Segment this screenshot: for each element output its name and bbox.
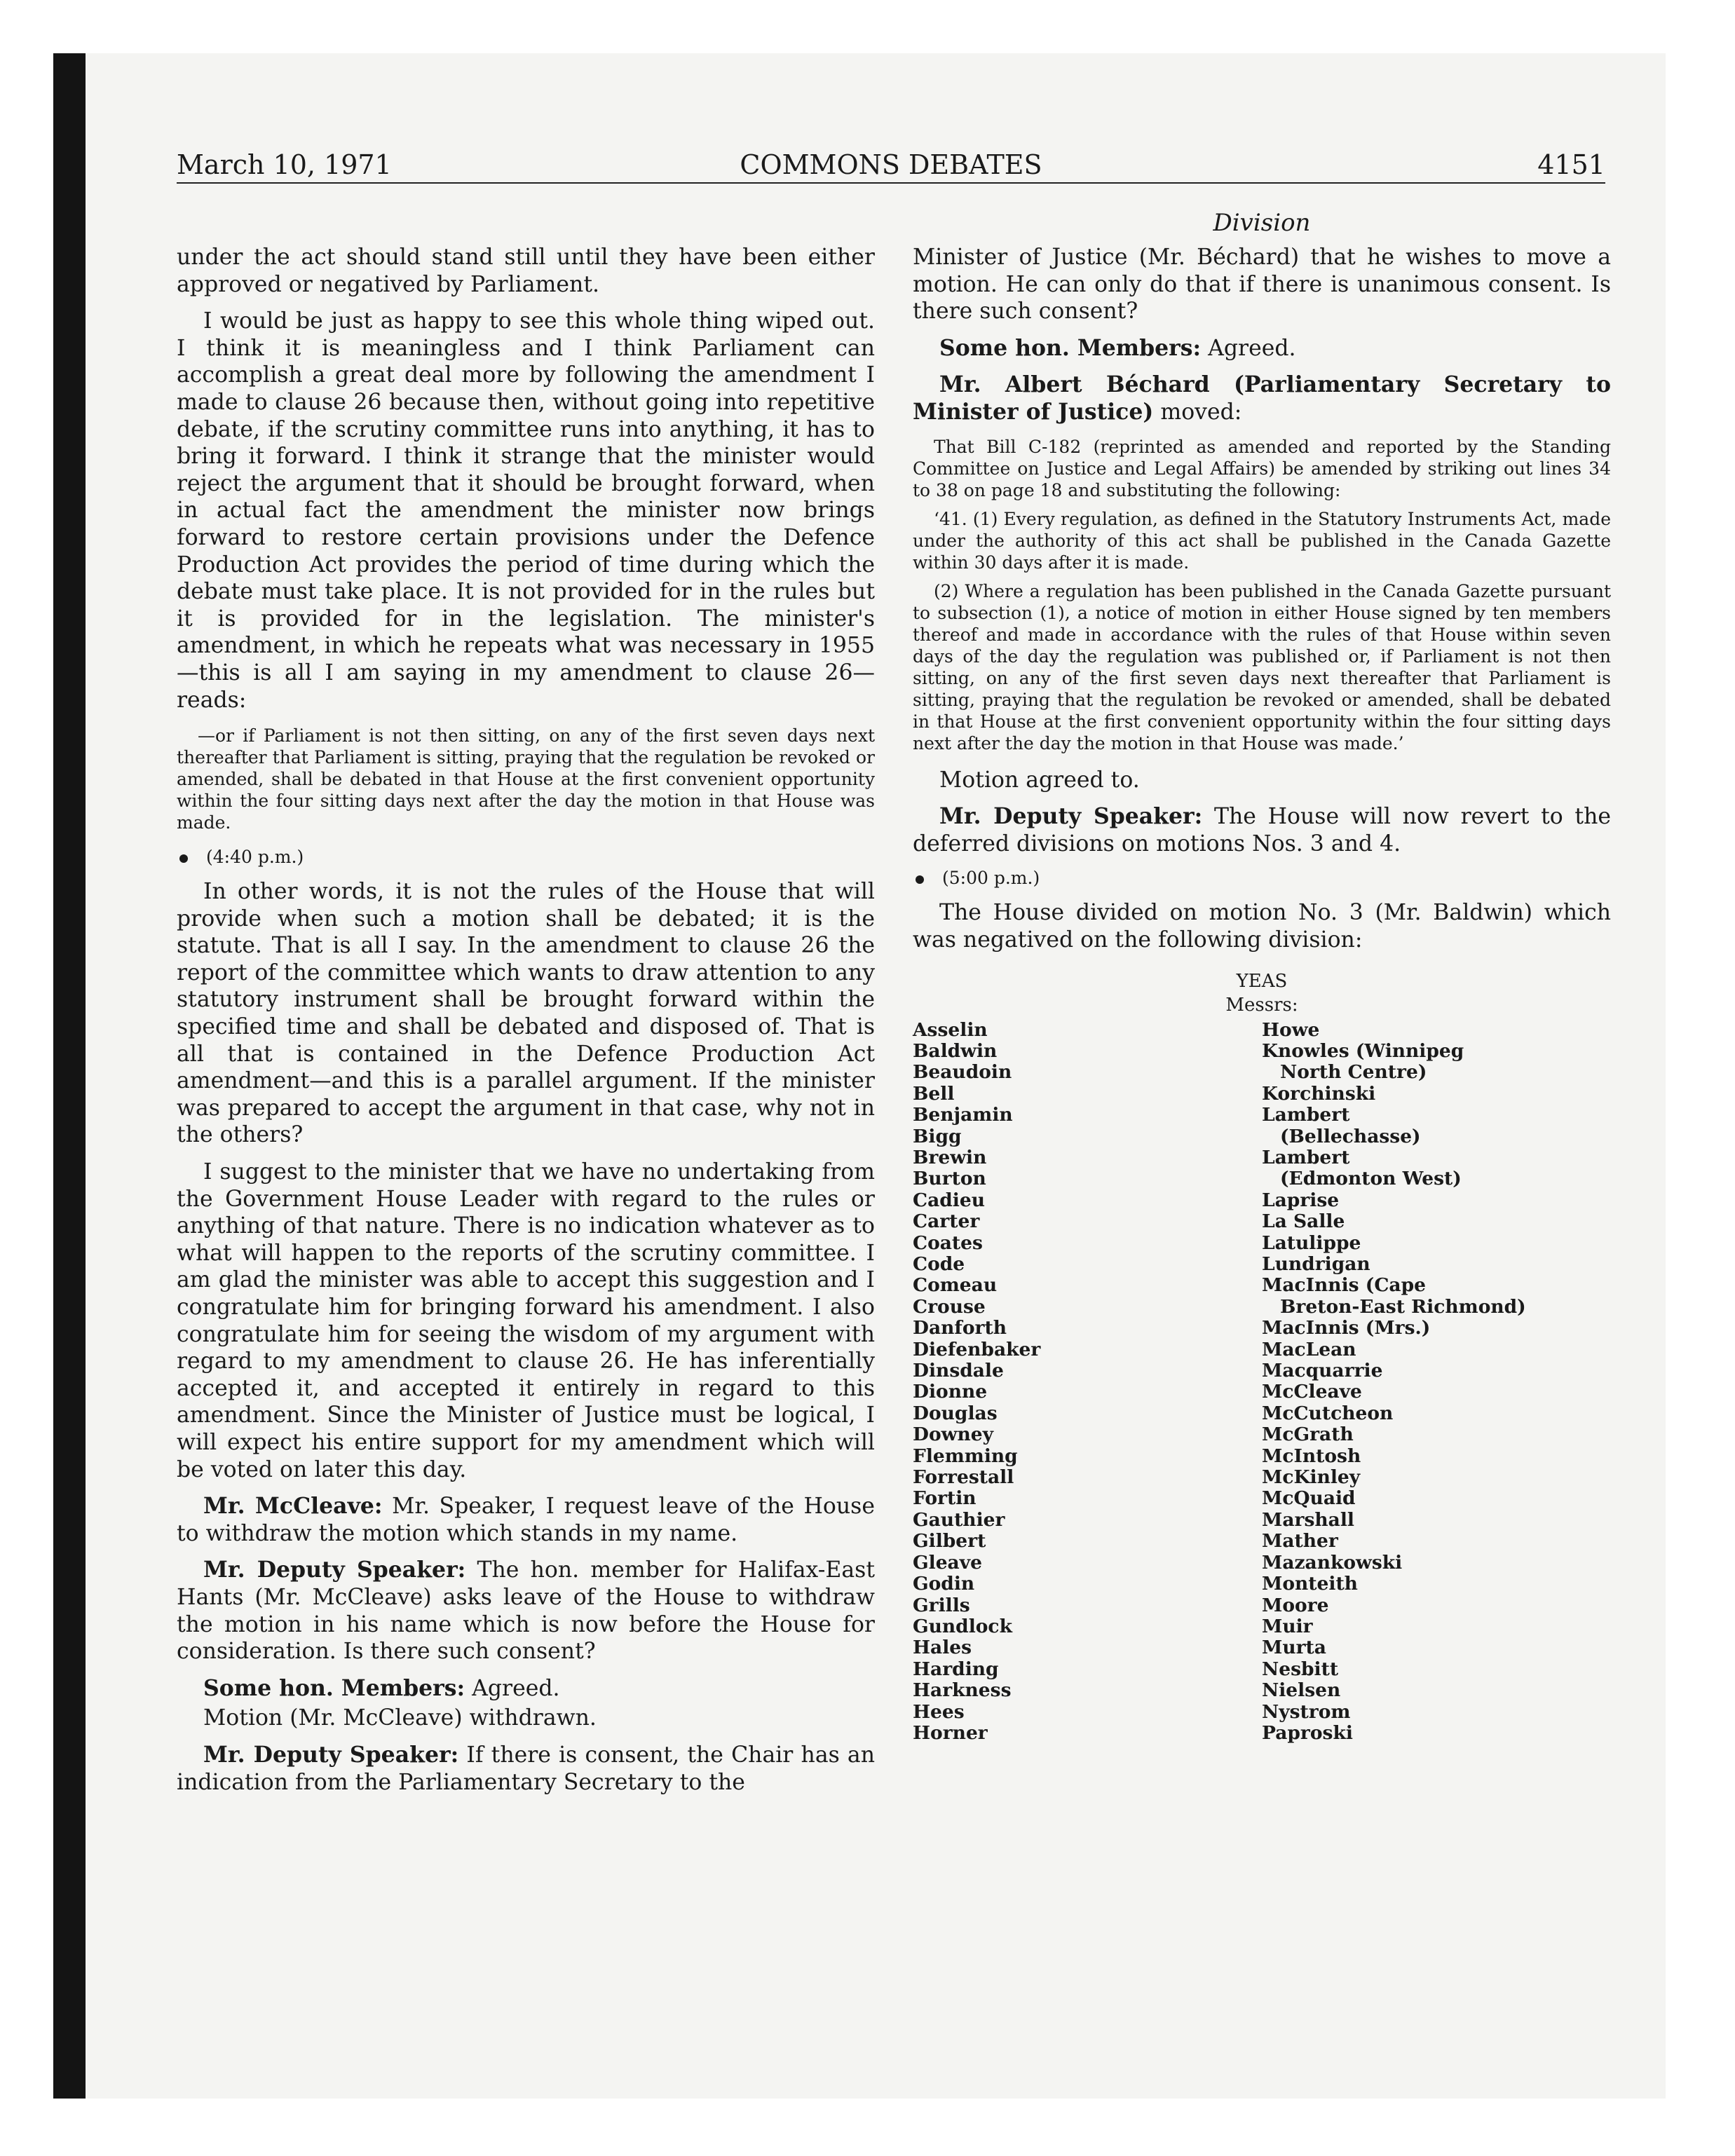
member-name: Lambert — [1262, 1104, 1350, 1126]
speech — [913, 335, 1611, 362]
member-name: Nesbitt — [1262, 1658, 1339, 1680]
member-name: Comeau — [913, 1274, 998, 1297]
member-name: McIntosh — [1262, 1445, 1361, 1467]
page-header — [177, 147, 1605, 184]
member-name: Dionne — [913, 1381, 988, 1403]
speech-text: Agreed. — [465, 1675, 560, 1701]
member-name: Brewin — [913, 1146, 987, 1168]
member-name: Murta — [1262, 1637, 1326, 1659]
member-name: McCleave — [1262, 1381, 1362, 1403]
speech-text: The hon. member for Halifax-East Hants (Mr. McCleave) asks leave of the House to withdraw the motion in his name which is now before the House for consideration. Is there such consent? — [177, 1557, 875, 1665]
right-column — [913, 244, 1611, 1744]
member-name: Beaudoin — [913, 1061, 1012, 1084]
member-name: Douglas — [913, 1402, 998, 1424]
member-name: Nystrom — [1262, 1700, 1351, 1723]
member-name: Marshall — [1262, 1508, 1354, 1531]
member-name: Moore — [1262, 1594, 1329, 1616]
member-name: Bell — [913, 1082, 955, 1105]
speech-text: If there is consent, the Chair has an indication from the Parliamentary Secretary to the — [177, 1742, 875, 1795]
paragraph: I suggest to the minister that we have no undertaking from the Government House Leader with regard to the rules or anything of that nature. There is no indication whatever as to what will happen to the reports of the scrutiny committee. I am glad the minister was able to accept this suggestion and I congratulate him for bringing forward his amendment. I also congratulate him for seeing the wisdom of my argument with regard to my amendment to clause 26. He has inferentially accepted it, and accepted it entirely in regard to this amendment. Since the Minister of Justice must be logical, I will expect his entire support for my amendment which will be voted on later this day. — [177, 1159, 875, 1482]
member-name: Harding — [913, 1658, 999, 1680]
timestamp — [913, 867, 1611, 889]
quoted-amendment: —or if Parliament is not then sitting, on any of the first seven days next thereafter that Parliament is sitting, praying that the regulation be revoked or amended, shall be debated in that House at the first convenient opportunity within the four sitting days next after the day the motion in that House was made. — [177, 725, 875, 833]
member-name: Laprise — [1262, 1189, 1340, 1211]
member-name: Muir — [1262, 1615, 1313, 1637]
speaker-name: Mr. Deputy Speaker: — [203, 1557, 466, 1583]
member-name: Forrestall — [913, 1466, 1014, 1489]
member-name: Bigg — [913, 1125, 962, 1147]
member-name: Latulippe — [1262, 1231, 1361, 1254]
speech — [177, 1557, 875, 1665]
speech-text: Agreed. — [1201, 335, 1296, 361]
member-name: Coates — [913, 1231, 983, 1254]
speaker-name: Mr. Albert Béchard (Parliamentary Secretary to Minister of Justice) — [913, 371, 1611, 425]
speaker-name: Mr. Deputy Speaker: — [939, 803, 1203, 830]
left-column — [177, 244, 875, 1806]
member-name: Burton — [913, 1168, 986, 1190]
member-name: Macquarrie — [1262, 1360, 1383, 1382]
speech-text: Mr. Speaker, I request leave of the House to withdraw the motion which stands in my name. — [177, 1494, 875, 1546]
speech-text: The House will now revert to the deferred divisions on motions Nos. 3 and 4. — [913, 804, 1611, 857]
member-name: Gauthier — [913, 1508, 1005, 1531]
speaker-name: Mr. McCleave: — [203, 1493, 383, 1520]
member-name: McGrath — [1262, 1424, 1354, 1446]
speech — [177, 1675, 875, 1703]
member-name: Cadieu — [913, 1189, 985, 1211]
member-name: McQuaid — [1262, 1487, 1356, 1510]
speech — [913, 371, 1611, 425]
procedural-note: Motion (Mr. McCleave) withdrawn. — [203, 1705, 597, 1731]
member-name: Lambert — [1262, 1146, 1350, 1168]
member-name: Crouse — [913, 1295, 986, 1318]
member-name: La Salle — [1262, 1210, 1345, 1233]
procedural-note: Motion agreed to. — [939, 767, 1140, 793]
member-name: Downey — [913, 1424, 993, 1446]
member-name: Gundlock — [913, 1615, 1012, 1637]
bullet-icon — [179, 854, 188, 863]
paragraph: Minister of Justice (Mr. Béchard) that he wishes to move a motion. He can only do that if there is unanimous consent. Is there such consent? — [913, 245, 1611, 325]
member-name: Breton-East Richmond) — [1280, 1295, 1526, 1318]
header-page-number: 4151 — [1537, 149, 1605, 180]
member-name: Harkness — [913, 1679, 1012, 1702]
member-name: Horner — [913, 1721, 988, 1744]
member-name: MacInnis (Mrs.) — [1262, 1317, 1431, 1339]
member-name: Carter — [913, 1210, 980, 1233]
member-name: (Edmonton West) — [1280, 1168, 1462, 1190]
header-date: March 10, 1971 — [177, 149, 392, 180]
member-name: McCutcheon — [1262, 1402, 1394, 1424]
scan-binding-edge — [53, 53, 86, 2099]
member-name: Paproski — [1262, 1721, 1353, 1744]
member-name: Baldwin — [913, 1039, 998, 1062]
section-label-division: Division — [1213, 209, 1311, 237]
header-title: COMMONS DEBATES — [740, 149, 1042, 180]
member-name: MacLean — [1262, 1338, 1356, 1360]
member-name: Diefenbaker — [913, 1338, 1041, 1360]
timestamp-text: (5:00 p.m.) — [942, 868, 1040, 889]
member-name: Mather — [1262, 1530, 1338, 1553]
member-name: Lundrigan — [1262, 1253, 1370, 1275]
member-name: Howe — [1262, 1018, 1320, 1041]
division-heading-yeas: YEAS — [1236, 970, 1288, 992]
paragraph: I would be just as happy to see this whole thing wiped out. I think it is meaningless and I think Parliament can accomplish a great deal more by following the amendment I made to clause 26 because then, without going into repetitive debate, if the scrutiny committee runs into anything, it has to bring it forward. I think it strange that the minister would reject the argument that it should be brought forward, when in actual fact the amendment the minister now brings forward to restore certain provisions under the Defence Production Act provides the period of time during which the debate must take place. It is not provided for in the rules but it is provided for in the legislation. The minister's amendment, in which he repeats what was necessary in 1955—this is all I am saying in my amendment to clause 26—reads: — [177, 308, 875, 713]
speaker-name: Some hon. Members: — [939, 334, 1202, 361]
motion-text: ‘41. (1) Every regulation, as defined in the Statutory Instruments Act, made under the authority of this act shall be published in the Canada Gazette within 30 days after it is made. — [913, 508, 1611, 573]
motion-text: That Bill C-182 (reprinted as amended and reported by the Standing Committee on Justice and Legal Affairs) be amended by striking out lines 34 to 38 on page 18 and substituting the following: — [913, 436, 1611, 500]
paragraph: In other words, it is not the rules of the House that will provide when such a motion shall be debated; it is the statute. That is all I say. In the amendment to clause 26 the report of the committee which wants to draw attention to any statutory instrument shall be brought forward within the specified time and shall be debated and disposed of. That is all that is contained in the Defence Production Act amendment—and this is a parallel argument. If the minister was prepared to accept the argument in that case, why not in the others? — [177, 879, 875, 1148]
member-name: Danforth — [913, 1317, 1007, 1339]
member-name: Asselin — [913, 1018, 988, 1041]
timestamp — [177, 846, 875, 868]
member-name: Monteith — [1262, 1573, 1358, 1595]
speech — [177, 1742, 875, 1796]
paragraph: under the act should stand still until they have been either approved or negatived by Parliament. — [177, 245, 875, 297]
name-column-2 — [1262, 1020, 1626, 1745]
member-name: Grills — [913, 1594, 970, 1616]
speech-text: moved: — [1153, 399, 1242, 425]
member-name: Hales — [913, 1637, 972, 1659]
member-name: Korchinski — [1262, 1082, 1376, 1105]
member-name: Godin — [913, 1573, 975, 1595]
member-name: Gleave — [913, 1551, 982, 1574]
speech — [177, 1493, 875, 1547]
member-name: Gilbert — [913, 1530, 986, 1553]
speaker-name: Mr. Deputy Speaker: — [203, 1741, 459, 1768]
member-name: MacInnis (Cape — [1262, 1274, 1426, 1297]
paragraph: The House divided on motion No. 3 (Mr. Baldwin) which was negatived on the following division: — [913, 900, 1611, 953]
division-subheading-messrs: Messrs: — [1225, 994, 1298, 1016]
member-name: Nielsen — [1262, 1679, 1341, 1702]
member-name: Benjamin — [913, 1104, 1013, 1126]
member-name: Dinsdale — [913, 1360, 1004, 1382]
motion-text: (2) Where a regulation has been published in the Canada Gazette pursuant to subsection (1), a notice of motion in either House signed by ten members thereof and made in accordance with the rules of that House within seven days of the day the regulation was published or, if Parliament is not then sitting, on any of the first seven days next thereafter that Parliament is sitting, praying that the regulation be revoked or amended, shall be debated in that House at the first convenient opportunity within the four sitting days next after the day the motion in that House was made.’ — [913, 580, 1611, 753]
member-name: North Centre) — [1280, 1061, 1427, 1084]
member-name: (Bellechasse) — [1280, 1125, 1421, 1147]
speaker-name: Some hon. Members: — [203, 1674, 465, 1701]
name-column-1 — [913, 1020, 1249, 1745]
bullet-icon — [916, 875, 924, 884]
member-name: Knowles (Winnipeg — [1262, 1039, 1464, 1062]
timestamp-text: (4:40 p.m.) — [206, 847, 304, 868]
speech — [913, 803, 1611, 857]
member-name: Flemming — [913, 1445, 1018, 1467]
member-name: Fortin — [913, 1487, 977, 1510]
member-name: Hees — [913, 1700, 965, 1723]
member-name: Mazankowski — [1262, 1551, 1403, 1574]
member-name: Code — [913, 1253, 965, 1275]
member-name: McKinley — [1262, 1466, 1361, 1489]
